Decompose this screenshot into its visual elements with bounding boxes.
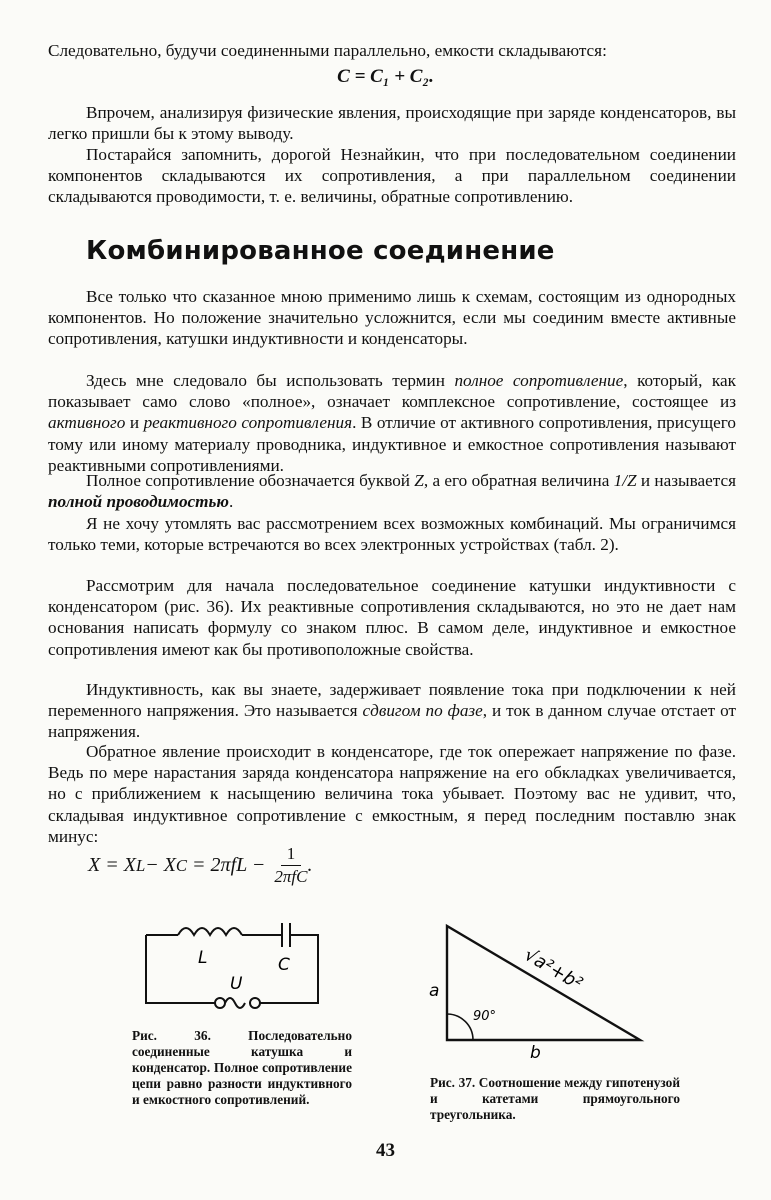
leg-a-label: a xyxy=(429,981,440,1001)
section-paragraph-2: Здесь мне следовало бы использовать термин полное сопротивление, который, как показывает само слово «полное», означает комплексное сопротивление, состоящее из активного и реактивного сопротивления. В отличие от активного сопротивления, присущего тому или иному материалу проводника, индуктивное и емкостное сопротивления называют реактивными сопротивлениями. xyxy=(48,371,737,475)
intro-paragraph-1: Впрочем, анализируя физические явления, происходящие при заряде конденсаторов, вы легко пришли бы к этому выводу. xyxy=(48,103,736,144)
hypotenuse-label: √a²+b² xyxy=(520,944,586,995)
capacitor-label: C xyxy=(278,955,290,975)
angle-label: 90° xyxy=(473,1009,497,1024)
voltage-label: U xyxy=(230,974,243,994)
right-triangle-diagram xyxy=(425,920,645,1065)
section-paragraph-4: Я не хочу утомлять вас рассмотрением всех возможных комбинаций. Мы ограничимся только теми, которые встречаются во всех электронных устройствах (табл. 2). xyxy=(48,514,736,555)
section-heading: Комбинированное соединение xyxy=(86,236,555,266)
figure-37-caption: Рис. 37. Соотношение между гипотенузой и катетами прямоугольного треугольника. xyxy=(430,1075,680,1122)
lc-circuit-diagram xyxy=(140,915,340,1015)
section-paragraph-6: Индуктивность, как вы знаете, задерживает появление тока при подключении к ней переменного напряжения. Это называется сдвигом по фазе, и ток в данном случае отстает от напряжения. xyxy=(48,680,736,742)
fraction: $\frac{1}{\text{2πfC}}$ xyxy=(274,844,308,886)
inductor-coil xyxy=(178,928,242,935)
source-terminal-left xyxy=(215,998,225,1008)
inductor-label: L xyxy=(198,948,208,968)
section-paragraph-7: Обратное явление происходит в конденсаторе, где ток опережает напряжение по фазе. Ведь по мере нарастания заряда конденсатора напряжение на его обкладках увеличивается, но с приближением к насыщению величина тока убывает. Поэтому вас не удивит, что, складывая индуктивное сопротивление с емкостным, я перед последним поставлю знак минус: xyxy=(48,742,736,846)
page-number: 43 xyxy=(376,1140,395,1161)
section-paragraph-5: Рассмотрим для начала последовательное соединение катушки индуктивности с конденсатором (рис. 36). Их реактивные сопротивления складываются, но это не дает нам основания написать формулу со знаком плюс. В самом деле, индуктивное и емкостное сопротивления имеют как бы противоположные свойства. xyxy=(48,576,736,659)
figure-36-caption: Рис. 36. Последовательно соединенные катушка и конденсатор. Полное сопротивление цепи равно разности индуктивного и емкостного сопротивлений. xyxy=(132,1028,352,1107)
source-terminal-right xyxy=(250,998,260,1008)
right-angle-arc xyxy=(447,1014,473,1040)
section-paragraph-1: Все только что сказанное мною применимо лишь к схемам, состоящим из однородных компонентов. Но положение значительно усложнится, если мы соединим вместе активные сопротивления, катушки индуктивности и конденсаторы. xyxy=(48,287,736,349)
intro-line: Следовательно, будучи соединенными параллельно, емкости складываются: xyxy=(48,41,607,60)
intro-paragraph-2: Постарайся запомнить, дорогой Незнайкин, что при последовательном соединении компонентов складываются их сопротивления, а при параллельном соединении складываются проводимости, т. е. величины, обратные сопротивлению. xyxy=(48,145,736,207)
reactance-formula: X = X L − X C = 2πfL − $\frac{1}{\text{2πfC}}$ . xyxy=(88,844,313,886)
leg-b-label: b xyxy=(530,1043,541,1063)
section-paragraph-3: Полное сопротивление обозначается буквой Z, а его обратная величина 1/Z и называется полной проводимостью. xyxy=(48,471,736,512)
source-wave xyxy=(225,998,245,1008)
capacitance-sum-formula: C = C₁ + C₂. xyxy=(337,66,434,87)
